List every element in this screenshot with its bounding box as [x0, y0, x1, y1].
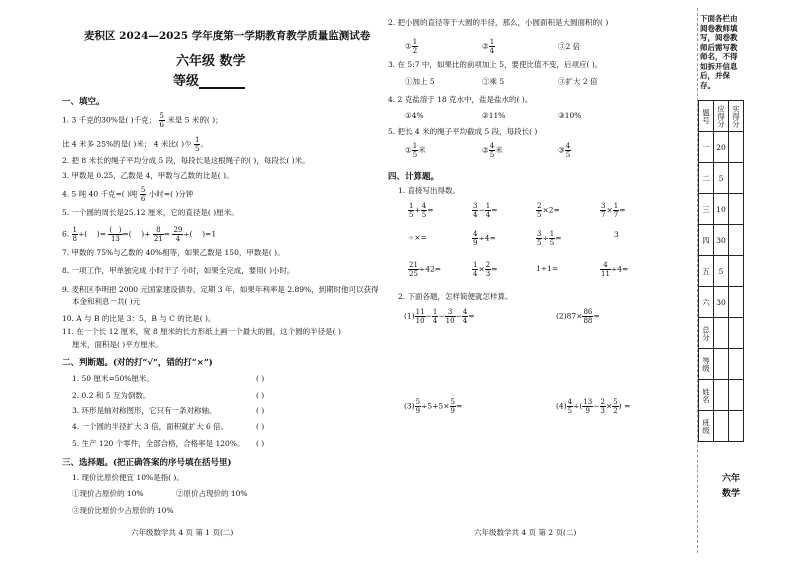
judge-item-text: 3. 环形是轴对称图形，它只有一条对称轴。: [72, 406, 217, 415]
score-row: [699, 318, 744, 349]
judge-item-text: 2. 0.2 和 5 互为倒数。: [72, 391, 151, 400]
frac-4-5m: $\frac{4}{5}$: [489, 142, 495, 159]
r-q2-opt2[interactable]: [482, 38, 495, 55]
score-max-cell: 30: [714, 225, 729, 256]
calc-21-25÷42: $\frac{21}{25}$ ÷42=: [409, 261, 442, 278]
score-max-cell: 10: [714, 194, 729, 225]
section4-sub1: 1. 直接写出得数。: [398, 186, 461, 195]
calc-row2-d: 3: [614, 230, 619, 239]
q1c-text: 比 4 米多 25%的是( )米； 4 米比( )少: [62, 139, 192, 149]
q8: 8. 一项工作，甲单独完成 小时干了 小时，如果全完成，要用( )小时。: [62, 266, 295, 275]
score-earned-cell[interactable]: [729, 380, 744, 411]
side-note: 下面各栏由阅卷教师填写，阅卷教师后需写教师名，不得如拆开信息后，并保存。: [700, 14, 738, 90]
judge-answer-blank[interactable]: ( ): [256, 391, 265, 400]
r-q2: 2. 把小圆的直径等于大圆的半径，那么，小圆面积是大圆面积的( ): [388, 18, 609, 27]
score-max-cell: 30: [714, 287, 729, 318]
r-q5-opt1[interactable]: ① $\frac{1}{5}$ 米: [405, 142, 426, 159]
score-earned-cell[interactable]: [729, 132, 744, 163]
choice-q1: 1. 现价比原价便宜 10%是指( )。: [72, 473, 184, 482]
judge-item-text: 4. 一个圆的半径扩大 3 倍，面积就扩大 6 倍。: [72, 422, 229, 431]
r-q4-opt1[interactable]: ①4%: [405, 111, 424, 120]
score-label-cell: 二: [699, 163, 714, 194]
score-header-cell: 题号: [699, 101, 714, 132]
judge-answer-blank[interactable]: ( ): [256, 374, 265, 383]
simplify-2: (2)87× $\frac{86}{88}$ =: [556, 308, 600, 325]
score-row: [699, 256, 744, 287]
r-q5-opt2-num: ②: [482, 145, 489, 155]
calc-1-4+4-5: $\frac{1}{5}$ + $\frac{4}{5}$ =: [409, 202, 434, 219]
calc-4-11÷4: $\frac{4}{11}$ ÷4=: [601, 261, 629, 278]
frac-1-4: $\frac{1}{4}$: [489, 38, 495, 55]
frac-8-21: $\frac{8}{21}$: [153, 226, 163, 243]
score-label-cell: 四: [699, 225, 714, 256]
r-q5-opt1-num: ①: [405, 145, 412, 155]
q9b: 本金和利息一共( )元: [72, 297, 141, 306]
score-earned-cell[interactable]: [729, 225, 744, 256]
q3: 3. 甲数是 0.25，乙数是 4，甲数与乙数的比是( )。: [62, 171, 234, 180]
q1b-text: 米是 5 米的( )；: [167, 115, 223, 125]
r-q4-opt2[interactable]: ②11%: [482, 111, 506, 120]
r-q3-opt1[interactable]: ①加上 5: [405, 77, 435, 86]
calc-2-5x2: $\frac{2}{5}$ ×2=: [537, 202, 560, 219]
score-header-cell: 应得分: [714, 101, 729, 132]
q1c: 比 4 米多 25%的是( )米； 4 米比( )少 $\frac{1}{5}$ 。: [62, 136, 208, 153]
score-max-cell: [714, 318, 729, 349]
frac-4-5: $\frac{4}{5}$: [565, 142, 571, 159]
score-earned-cell[interactable]: [729, 163, 744, 194]
score-row: [699, 287, 744, 318]
score-row: [699, 380, 744, 411]
r-q2-opt3[interactable]: ③2 倍: [558, 42, 581, 51]
score-max-cell: [714, 380, 729, 411]
simplify-1: (1) $\frac{11}{10}$ − $\frac{1}{4}$ − $\frac{3}{10}$ − $\frac{4}{4}$ =: [404, 308, 475, 325]
calc-4-9÷4-8: $\frac{4}{9}$ ÷4=: [473, 230, 496, 247]
q1a-text: 1. 3 千克的30%是( )千克；: [62, 115, 157, 125]
score-row: [699, 194, 744, 225]
score-earned-cell[interactable]: [729, 194, 744, 225]
frac-5-6b: $\frac{5}{6}$: [140, 186, 146, 203]
r-q2-opt1-num: ①: [405, 41, 412, 51]
frac-29-4: $\frac{29}{4}$: [173, 226, 183, 243]
q6: 6. $\frac{1}{8}$ ÷( )= $\frac{( )}{13}$ =( )+ $\frac{8}{21}$ = $\frac{29}{4}$ ÷( )=1: [62, 226, 217, 243]
score-earned-cell[interactable]: [729, 256, 744, 287]
calc-3-4-1-4: $\frac{3}{4}$ − $\frac{1}{4}$ =: [473, 202, 498, 219]
score-label-cell: 三: [699, 194, 714, 225]
q5: 5. 一个圆的周长是25.12 厘米，它的直径是( )厘米。: [62, 208, 239, 217]
r-q4-opt3[interactable]: ③10%: [558, 111, 582, 120]
r-q3: 3. 在 5:7 中，如果比的前项加上 5，要使比值不变，后项应( )。: [388, 60, 603, 69]
judge-answer-blank[interactable]: ( ): [256, 439, 265, 448]
score-row: [699, 349, 744, 380]
score-max-cell: 5: [714, 256, 729, 287]
judge-answer-blank[interactable]: ( ): [256, 422, 265, 431]
grade-subject: 六年级 数学: [176, 54, 246, 69]
calc-3-5÷1-5: $\frac{3}{5}$ ÷ $\frac{1}{5}$ =: [537, 230, 562, 247]
score-label-cell: 姓名: [699, 380, 714, 411]
side-bottom-2: 数学: [722, 489, 741, 499]
score-row: [699, 132, 744, 163]
score-earned-cell[interactable]: [729, 411, 744, 442]
score-row: [699, 163, 744, 194]
score-max-cell: [714, 411, 729, 442]
footer-right: 六年级数学共 4 页 第 2 页(二): [474, 528, 577, 537]
score-label-cell: 班级: [699, 411, 714, 442]
r-q5-opt2[interactable]: ② $\frac{4}{5}$ 米: [482, 142, 503, 159]
q6-num: 6.: [62, 229, 72, 239]
score-row: [699, 225, 744, 256]
frac-1-5: $\frac{1}{5}$: [195, 136, 200, 153]
simplify-4-num: (4): [556, 401, 567, 411]
section4-sub2: 2. 下面各题，怎样简便就怎样算。: [398, 292, 513, 301]
frac-blank-13: $\frac{( )}{13}$: [109, 226, 122, 243]
q7: 7. 甲数的 75%与乙数的 40%相等，如果乙数是 150，甲数是( )。: [62, 248, 285, 257]
score-table: [698, 100, 744, 442]
r-q3-opt3[interactable]: ③扩大 2 倍: [558, 77, 598, 86]
score-max-cell: [714, 349, 729, 380]
r-q5-opt3-num: ③: [558, 145, 565, 155]
r-q5: 5. 把长 4 米的绳子平均截成 5 段，每段长( ): [388, 127, 538, 136]
judge-answer-blank[interactable]: ( ): [256, 406, 265, 415]
frac-1-5m: $\frac{1}{5}$: [412, 142, 418, 159]
grade-level-label: 等级: [173, 74, 200, 89]
simplify-1-num: (1): [404, 311, 415, 321]
score-label-cell: 等级: [699, 349, 714, 380]
score-header-row: [699, 101, 744, 132]
score-earned-cell[interactable]: [729, 318, 744, 349]
simplify-4: (4) $\frac{4}{5}$ ÷( $\frac{13}{9}$ − $\frac{2}{3}$ × $\frac{5}{2}$ ) =: [556, 398, 631, 415]
side-bottom-1: 六年: [722, 474, 741, 484]
score-row: [699, 411, 744, 442]
score-earned-cell[interactable]: [729, 349, 744, 380]
q4a-text: 4. 5 吨 40 千克=( )吨: [62, 189, 138, 199]
q4b-text: 小时=( )分钟: [148, 189, 194, 199]
score-label-cell: 五: [699, 256, 714, 287]
score-label-cell: 六: [699, 287, 714, 318]
section4-title: 四、计算题。: [388, 172, 440, 182]
score-label-cell: 总分: [699, 318, 714, 349]
frac-1-2: $\frac{1}{2}$: [412, 38, 418, 55]
q2: 2. 把 8 米长的绳子平均分成 5 段，每段长是这根绳子的( )，每段长( )米。: [62, 156, 310, 165]
exam-title: 麦积区 2024—2025 学年度第一学期教育教学质量监测试卷: [84, 30, 371, 42]
q10: 10. A 与 B 的比是 3：5，B 与 C 的比是( )。: [62, 314, 216, 323]
calc-1÷1: 1÷1=: [536, 264, 559, 273]
choice-q1-opt2[interactable]: ②原价占现价的 10%: [176, 489, 248, 498]
score-header-cell: 实得分: [729, 101, 744, 132]
q9a: 9. 麦积区李明把 2000 元国家建设债券，定期 3 年，如果年利率是 2.89%，到期时他可以获得: [62, 285, 379, 294]
r-q3-opt2[interactable]: ②乘 5: [482, 77, 505, 86]
footer-left: 六年级数学共 4 页 第 1 页(二): [131, 528, 234, 537]
frac-5-6: $\frac{5}{6}$: [159, 112, 164, 129]
calc-3-7x1-7: $\frac{3}{7}$ × $\frac{1}{7}$ =: [601, 202, 626, 219]
choice-q1-opt1[interactable]: ①现价占原价的 10%: [72, 489, 144, 498]
judge-item-text: 1. 50 厘米=50%厘米。: [72, 374, 154, 383]
r-q5-opt3[interactable]: [558, 142, 571, 159]
score-earned-cell[interactable]: [729, 287, 744, 318]
r-q2-opt1[interactable]: [405, 38, 418, 55]
section2-title: 二、判断题。(对的打“√”，错的打“×”): [62, 358, 213, 368]
calc-row2-a: ÷×=: [408, 233, 427, 242]
section3-title: 三、选择题。(把正确答案的序号填在括号里): [62, 458, 232, 468]
judge-item-text: 5. 生产 120 个零件，全部合格，合格率是 120%。: [72, 439, 245, 448]
r-q2-opt2-num: ②: [482, 41, 489, 51]
section1-title: 一、填空。: [62, 97, 105, 107]
frac-1-8: $\frac{1}{8}$: [72, 226, 78, 243]
q11a: 11. 在一个长 12 厘米，宽 8 厘米的长方形纸上画一个最大的圆，这个圆的半径是( ): [62, 327, 341, 336]
score-max-cell: 20: [714, 132, 729, 163]
score-label-cell: 一: [699, 132, 714, 163]
q11b: 厘米，面积是( )平方厘米。: [72, 340, 163, 349]
simplify-3-num: (3): [404, 401, 415, 411]
choice-q1-opt3[interactable]: ③现价比原价少占原价的 10%: [72, 506, 174, 515]
r-q4: 4. 2 克盐溶于 18 克水中，盐是盐水的( )。: [388, 95, 533, 104]
score-max-cell: 5: [714, 163, 729, 194]
simplify-3: (3) $\frac{5}{9}$ ÷5+5× $\frac{5}{9}$ =: [404, 398, 463, 415]
calc-1-4x2-3: $\frac{1}{4}$ × $\frac{2}{3}$ =: [473, 261, 498, 278]
simplify-2-num: (2)87×: [556, 311, 583, 321]
